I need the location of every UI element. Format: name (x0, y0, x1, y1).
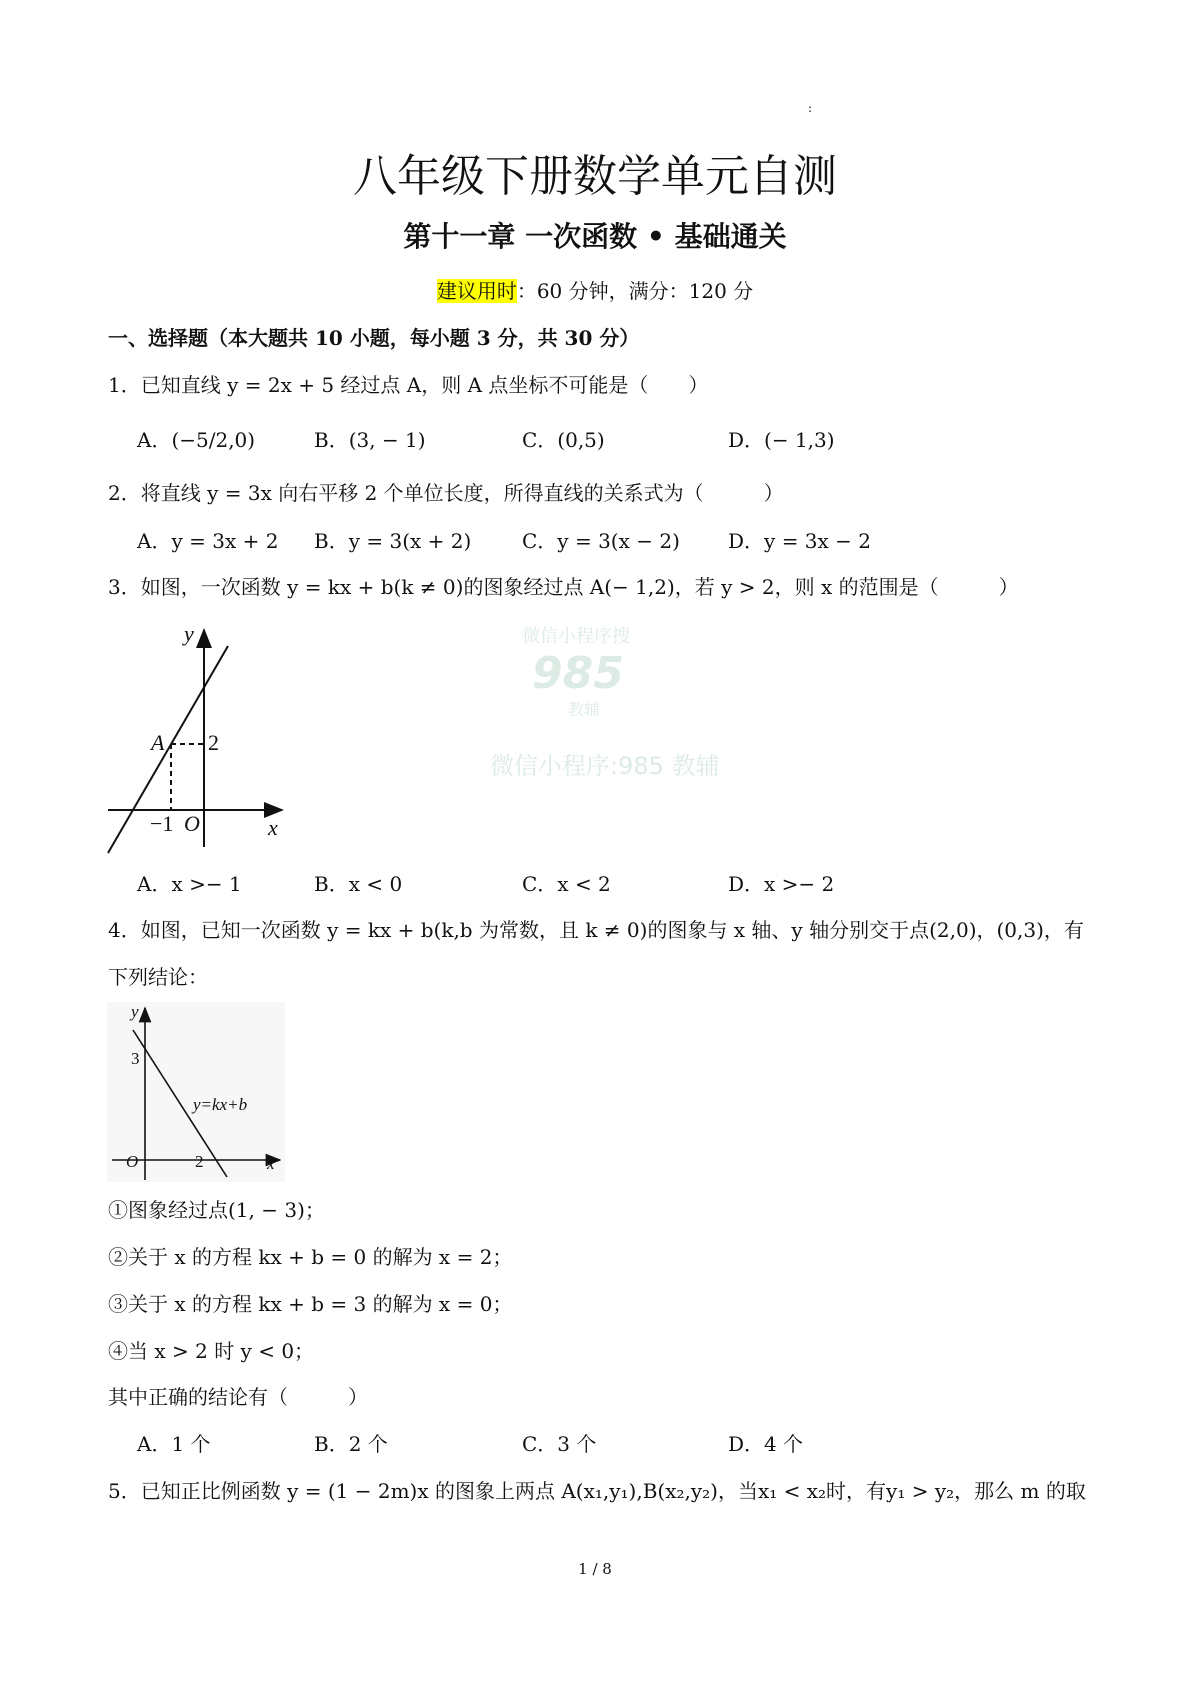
watermark-line1: 微信小程序搜 (522, 626, 630, 647)
q3-option-d: D．x >− 2 (728, 872, 835, 896)
watermark-logo: 985 (532, 648, 624, 699)
q3-origin: O (184, 811, 200, 836)
watermark-logo-sub: 教辅 (568, 700, 601, 719)
q3-point-label: A (151, 730, 165, 755)
question-4: 4．如图，已知一次函数 y = kx + b(k,b 为常数，且 k ≠ 0)的图象与 x 轴、y 轴分别交于点(2,0)，(0,3)，有 (108, 918, 1084, 942)
q3-y-label: y (184, 621, 194, 646)
q4-x-tick: 2 (195, 1152, 204, 1171)
q4-option-b: B．2 个 (314, 1432, 388, 1456)
question-2: 2．将直线 y = 3x 向右平移 2 个单位长度，所得直线的关系式为（ ） (108, 481, 784, 505)
q3-x-tick: −1 (150, 811, 174, 836)
q3-option-a: A．x >− 1 (137, 872, 242, 896)
q2-option-d: D．y = 3x − 2 (728, 529, 872, 553)
q2-option-a: A．y = 3x + 2 (137, 529, 279, 553)
q4-line-label: y=kx+b (193, 1095, 248, 1114)
question-5: 5．已知正比例函数 y = (1 − 2m)x 的图象上两点 A(x₁,y₁),B(x₂,y₂)，当x₁ < x₂时，有y₁ > y₂，那么 m 的取 (108, 1479, 1086, 1503)
watermark-line2: 微信小程序:985 教辅 (490, 752, 720, 780)
q3-x-label: x (268, 815, 278, 840)
q3-y-tick: 2 (208, 730, 219, 755)
conclusion-1: ①图象经过点(1, − 3)； (108, 1198, 325, 1222)
q4-prompt: 其中正确的结论有（ ） (108, 1385, 368, 1409)
q2-option-b: B．y = 3(x + 2) (314, 529, 472, 553)
q4-x-label: x (267, 1154, 275, 1173)
page-subtitle: 第十一章 一次函数 • 基础通关 (403, 220, 787, 253)
q4-option-d: D．4 个 (728, 1432, 804, 1456)
q1-option-b: B．(3, − 1) (314, 428, 426, 452)
q3-option-c: C．x < 2 (522, 872, 611, 896)
conclusion-3: ③关于 x 的方程 kx + b = 3 的解为 x = 0； (108, 1292, 513, 1316)
time-label: 建议用时 (436, 279, 517, 303)
q4-option-c: C．3 个 (522, 1432, 597, 1456)
q4-y-label: y (131, 1002, 139, 1021)
conclusion-4: ④当 x > 2 时 y < 0； (108, 1339, 315, 1363)
q2-option-c: C．y = 3(x − 2) (522, 529, 680, 553)
q4-option-a: A．1 个 (137, 1432, 211, 1456)
q4-origin: O (126, 1152, 139, 1171)
question-3: 3．如图，一次函数 y = kx + b(k ≠ 0)的图象经过点 A(− 1,2)，若 y > 2，则 x 的范围是（ ） (108, 575, 1019, 599)
q1-option-d: D．(− 1,3) (728, 428, 835, 452)
page-title: 八年级下册数学单元自测 (353, 151, 837, 202)
page-number: 1 / 8 (578, 1560, 612, 1578)
time-value: ：60 分钟，满分：120 分 (516, 279, 754, 303)
q3-option-b: B．x < 0 (314, 872, 403, 896)
section-heading: 一、选择题（本大题共 10 小题，每小题 3 分，共 30 分） (108, 326, 640, 350)
corner-mark: : (808, 101, 813, 115)
question-4-cont: 下列结论： (108, 965, 208, 989)
q1-option-c: C．(0,5) (522, 428, 605, 452)
q1-option-a: A．(−5/2,0) (137, 428, 256, 452)
q4-y-tick: 3 (131, 1049, 140, 1068)
conclusion-2: ②关于 x 的方程 kx + b = 0 的解为 x = 2； (108, 1245, 513, 1269)
question-1: 1．已知直线 y = 2x + 5 经过点 A，则 A 点坐标不可能是（ ） (108, 373, 709, 397)
